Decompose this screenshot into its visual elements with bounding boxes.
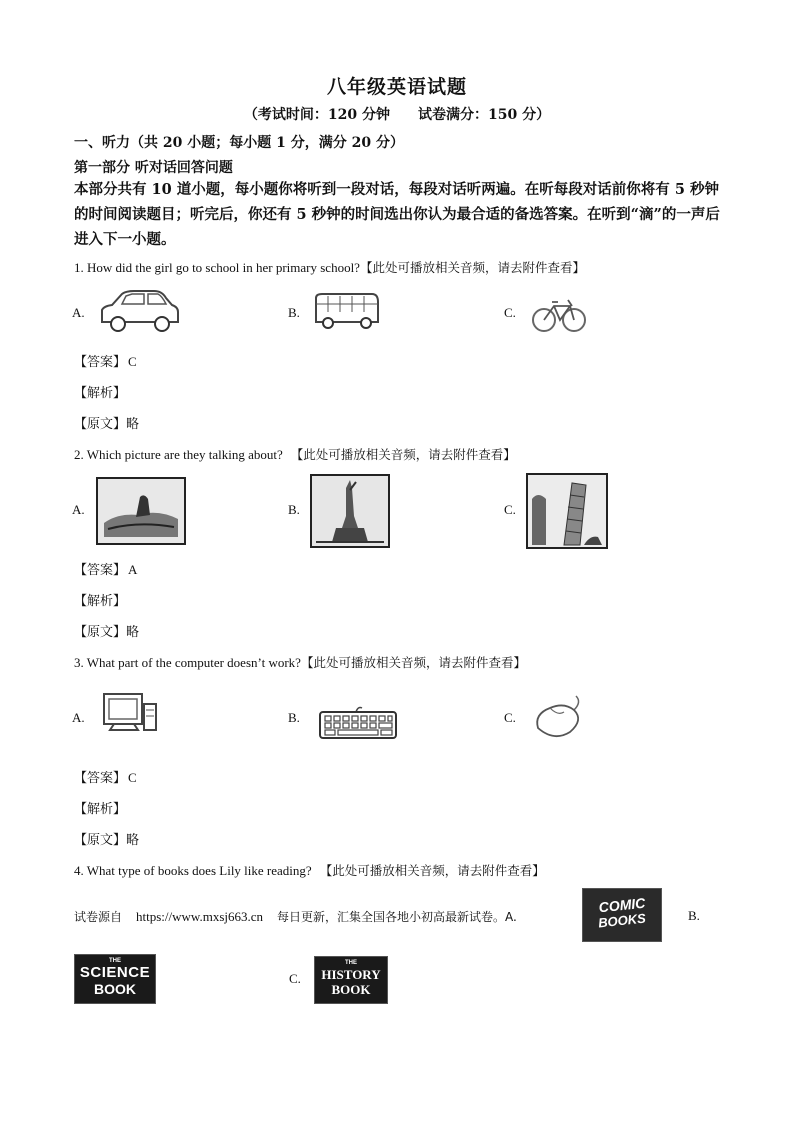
bus-icon: [314, 292, 380, 330]
statue-of-liberty-photo: [310, 474, 390, 548]
original-1: [74, 413, 139, 432]
original-value: 略: [126, 625, 140, 640]
option-c-label: C.: [504, 710, 516, 725]
analysis-2: 【解析】: [74, 594, 127, 609]
original-3: [74, 829, 139, 848]
source-line: [74, 908, 517, 925]
cover-science-line3: BOOK: [94, 981, 136, 997]
question-2-text: 2. Which picture are they talking about?: [74, 447, 283, 462]
question-3: [74, 653, 526, 671]
original-2: [74, 621, 139, 640]
answer-label: 【答案】: [74, 771, 127, 786]
source-prefix: 试卷源自: [74, 910, 123, 924]
cover-comic-line2: BOOKS: [597, 910, 647, 931]
exam-time: （考试时间：120 分钟: [243, 107, 390, 123]
car-icon: [98, 288, 182, 334]
option-c-label: C.: [504, 502, 516, 517]
question-1: [74, 258, 585, 276]
cover-history-line1: THE: [345, 960, 357, 966]
instructions: 本部分共有 10 道小题，每小题你将听到一段对话，每段对话听两遍。在听每段对话前你将有 5 秒钟的时间阅读题目；听完后，你还有 5 秒钟的时间选出你认为最合适的备选答案。在听到“滴”的一声后进入下一小题。: [74, 181, 720, 248]
question-4-text: 4. What type of books does Lily like reading?: [74, 863, 312, 878]
rock-photo: [96, 477, 186, 545]
cover-history-line3: BOOK: [331, 982, 371, 997]
section-heading: 一、听力（共 20 小题；每小题 1 分，满分 20 分）: [74, 135, 404, 151]
answer-label: 【答案】: [74, 355, 127, 370]
science-book-cover: [74, 954, 156, 1004]
audio-note: 【此处可播放相关音频，请去附件查看】: [359, 260, 585, 275]
exam-info: [0, 104, 794, 124]
original-value: 略: [126, 417, 140, 432]
question-2: [74, 445, 516, 463]
option-c-label: C.: [504, 305, 516, 320]
question-1-text: 1. How did the girl go to school in her primary school?: [74, 260, 360, 275]
exam-score: 试卷满分：150 分）: [418, 107, 551, 123]
question-4: [74, 861, 545, 879]
cover-science-line1: THE: [109, 958, 121, 964]
audio-note: 【此处可播放相关音频，请去附件查看】: [290, 447, 516, 462]
option-b-label: B.: [288, 710, 300, 725]
cover-comic-line1: COMIC: [597, 894, 647, 916]
original-value: 略: [126, 833, 140, 848]
monitor-icon: [100, 690, 160, 734]
bicycle-icon: [530, 292, 588, 334]
option-b-label: B.: [288, 502, 300, 517]
option-a-label: A.: [72, 502, 85, 517]
option-b-label: B.: [688, 908, 700, 923]
analysis-1: 【解析】: [74, 386, 127, 401]
question-3-text: 3. What part of the computer doesn’t work?: [74, 655, 301, 670]
option-c-label: C.: [289, 971, 301, 986]
mouse-icon: [530, 692, 588, 744]
cover-science-line2: SCIENCE: [79, 964, 151, 981]
option-a-label: A.: [72, 305, 85, 320]
page-title: 八年级英语试题: [326, 76, 467, 98]
cover-history-line2: HISTORY: [321, 967, 381, 982]
original-label: 【原文】: [74, 417, 127, 432]
history-book-cover: [314, 956, 388, 1004]
answer-label: 【答案】: [74, 563, 127, 578]
audio-note: 【此处可播放相关音频，请去附件查看】: [300, 655, 526, 670]
comic-book-cover: [582, 888, 662, 942]
answer-value: A: [128, 562, 138, 577]
option-b-label: B.: [288, 305, 300, 320]
source-url[interactable]: https://www.mxsj663.cn: [136, 909, 264, 924]
answer-value: C: [128, 770, 137, 785]
answer-value: C: [128, 354, 137, 369]
analysis-3: 【解析】: [74, 802, 127, 817]
answer-2: [74, 559, 137, 578]
answer-3: [74, 767, 137, 786]
answer-1: [74, 351, 137, 370]
source-suffix: 每日更新，汇集全国各地小初高最新试卷。A.: [277, 910, 517, 924]
original-label: 【原文】: [74, 625, 127, 640]
part-heading: 第一部分 听对话回答问题: [74, 160, 233, 176]
audio-note: 【此处可播放相关音频，请去附件查看】: [319, 863, 545, 878]
keyboard-icon: [316, 704, 400, 742]
option-a-label: A.: [72, 710, 85, 725]
original-label: 【原文】: [74, 833, 127, 848]
leaning-tower-photo: [526, 473, 608, 549]
